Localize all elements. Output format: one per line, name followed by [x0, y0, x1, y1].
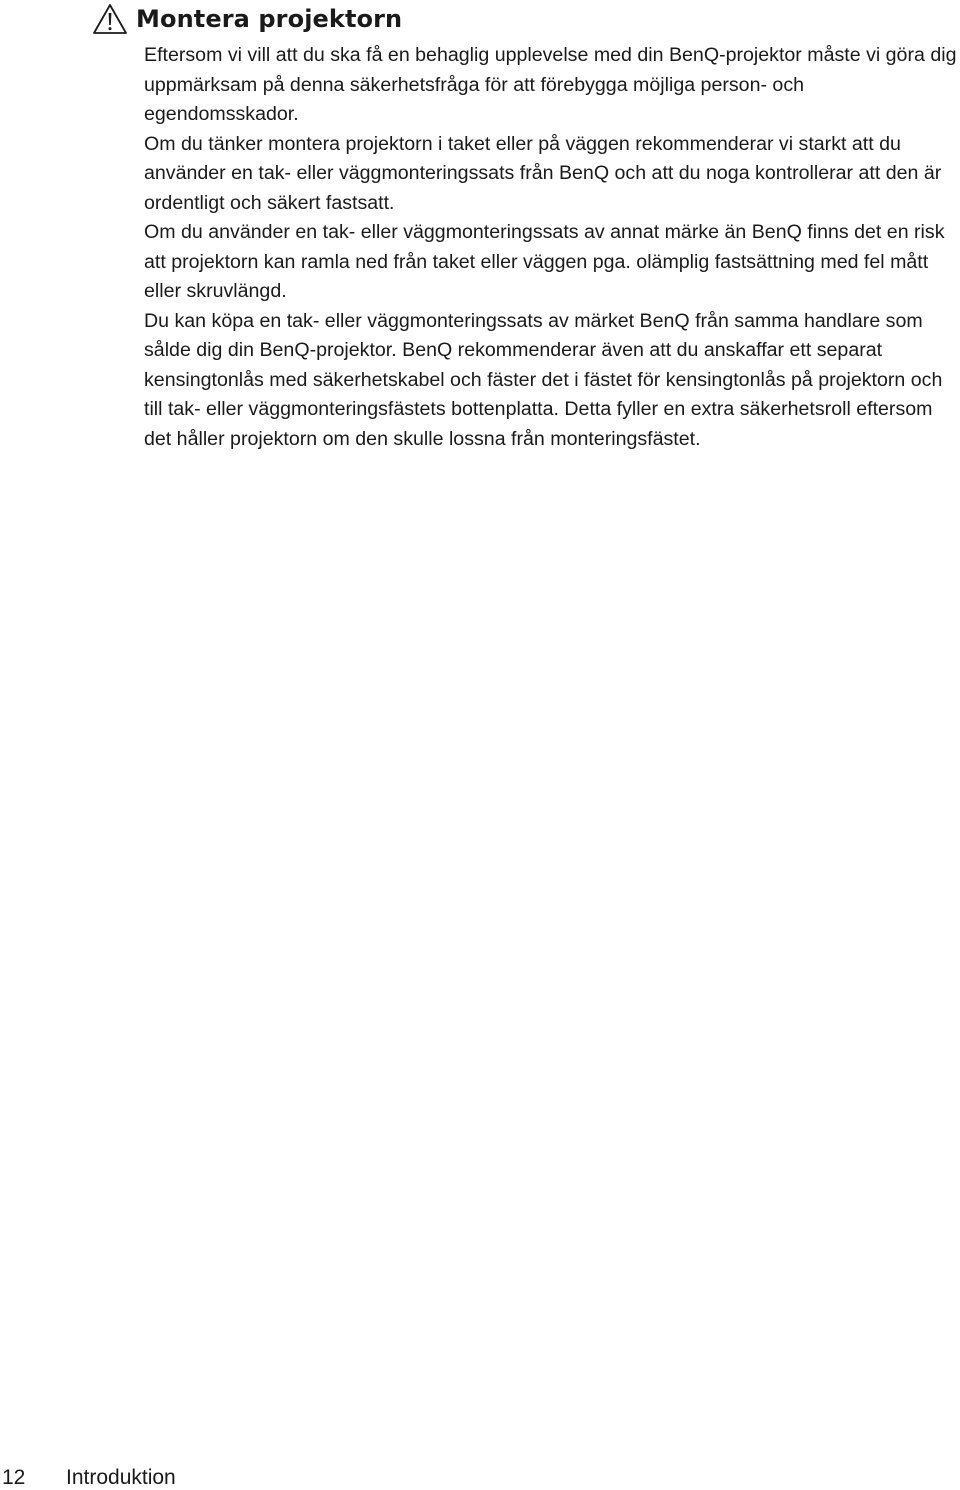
section-body — [144, 41, 960, 454]
page-footer — [0, 1466, 176, 1490]
section-title: Montera projektorn — [136, 5, 403, 33]
paragraph-risk: Om du använder en tak- eller väggmonteringssats av annat märke än BenQ finns det en risk att projektorn kan ramla ned från taket eller väggen pga. olämplig fastsättning med fel mått eller skruvlängd. — [144, 221, 945, 302]
paragraph-purchase: Du kan köpa en tak- eller väggmonteringssats av märket BenQ från samma handlare som sålde dig din BenQ-projektor. BenQ rekommenderar även att du anskaffar ett separat kensingtonlås med säkerhetskabel och fäster det i fästet för kensingtonlås på projektorn och till tak- eller väggmonteringsfästets bottenplatta. Detta fyller en extra säkerhetsroll eftersom det håller projektorn om den skulle lossna från monteringsfästet. — [144, 309, 943, 450]
paragraph-recommendation: Om du tänker montera projektorn i taket eller på väggen rekommenderar vi starkt att du använder en tak- eller väggmonteringssats från BenQ och att du noga kontrollerar att den är ordentligt och säkert fastsatt. — [144, 132, 942, 214]
page-number: 12 — [2, 1466, 26, 1489]
footer-section-name: Introduktion — [66, 1466, 176, 1489]
section-heading — [92, 2, 402, 36]
warning-triangle-icon — [92, 3, 128, 35]
paragraph-intro: Eftersom vi vill att du ska få en behaglig upplevelse med din BenQ-projektor måste vi göra dig uppmärksam på denna säkerhetsfråga för att förebygga möjliga person- och egendomsskador. — [144, 44, 957, 125]
